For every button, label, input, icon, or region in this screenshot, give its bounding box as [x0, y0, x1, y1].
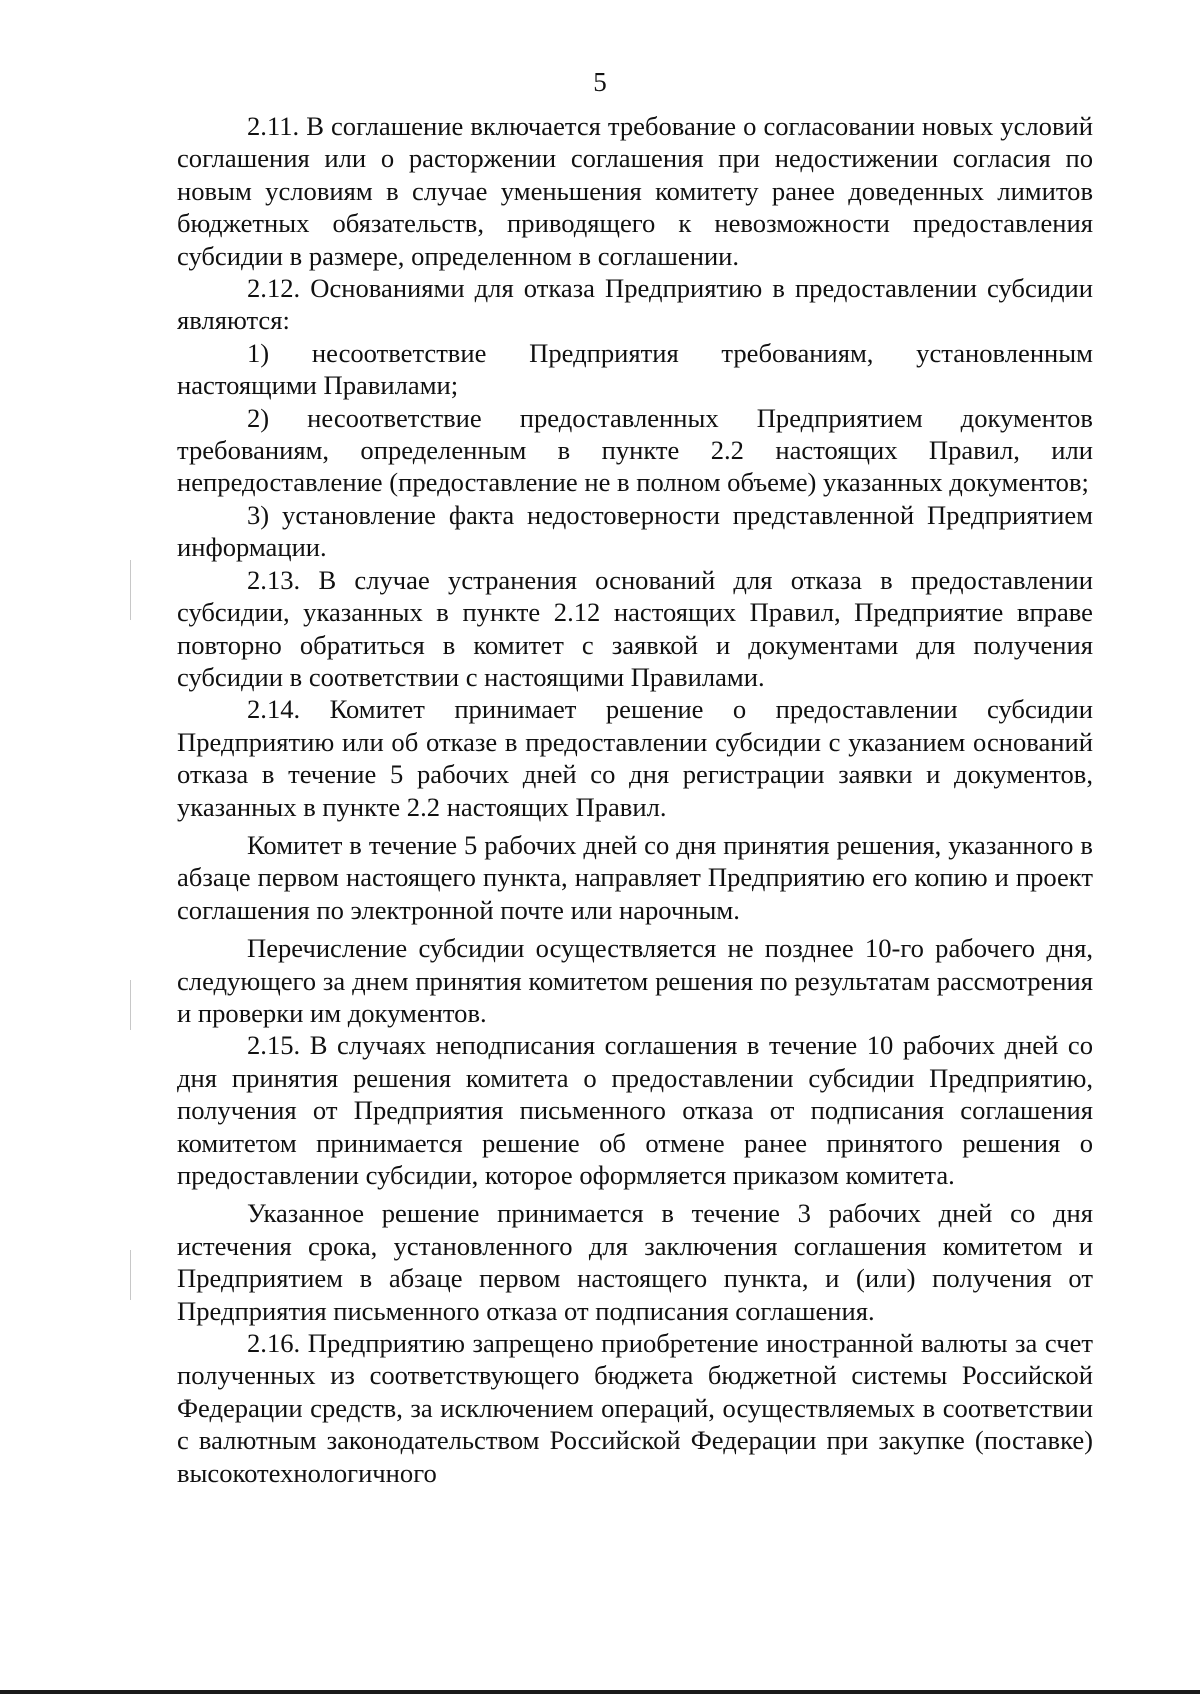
list-item-3: 3) установление факта недостоверности представленной Предприятием информации. — [177, 499, 1093, 563]
paragraph-2-13: 2.13. В случае устранения оснований для отказа в предоставлении субсидии, указанных в пункте 2.12 настоящих Правил, Предприятие вправе повторно обратиться в комитет с заявкой и документами для получения субсидии в соответствии с настоящими Правилами. — [177, 564, 1093, 692]
list-item-1: 1) несоответствие Предприятия требованиям, установленным настоящими Правилами; — [177, 337, 1093, 401]
document-body — [177, 110, 1093, 1489]
list-item-2: 2) несоответствие предоставленных Предприятием документов требованиям, определенным в пункте 2.2 настоящих Правил, или непредоставление (предоставление не в полном объеме) указанных документов; — [177, 402, 1093, 498]
paragraph-2-11: 2.11. В соглашение включается требование о согласовании новых условий соглашения или о расторжении соглашения при недостижении согласия по новым условиям в случае уменьшения комитету ранее доведенных лимитов бюджетных обязательств, приводящего к невозможности предоставления субсидии в размере, определенном в соглашении. — [177, 111, 1093, 271]
paragraph-2-12: 2.12. Основаниями для отказа Предприятию в предоставлении субсидии являются: — [177, 273, 1093, 336]
paragraph-2-15: 2.15. В случаях неподписания соглашения в течение 10 рабочих дней со дня принятия решения комитета о предоставлении субсидии Предприятию, получения от Предприятия письменного отказа от подписания соглашения комитетом принимается решение об отмене ранее принятого решения о предоставлении субсидии, которое оформляется приказом комитета. — [177, 1030, 1093, 1190]
paragraph-2-14-part-3: Перечисление субсидии осуществляется не позднее 10-го рабочего дня, следующего за днем принятия комитетом решения по результатам рассмотрения и проверки им документов. — [177, 933, 1093, 1028]
paragraph-2-16: 2.16. Предприятию запрещено приобретение иностранной валюты за счет полученных из соответствующего бюджета бюджетной системы Российской Федерации средств, за исключением операций, осуществляемых в соответствии с валютным законодательством Российской Федерации при закупке (поставке) высокотехнологичного — [177, 1328, 1093, 1488]
page-number: 5 — [593, 67, 607, 97]
paragraph-2-14-part-2: Комитет в течение 5 рабочих дней со дня принятия решения, указанного в абзаце первом настоящего пункта, направляет Предприятию его копию и проект соглашения по электронной почте или нарочным. — [177, 829, 1093, 925]
scan-artifact — [130, 1250, 131, 1300]
scan-artifact — [130, 560, 131, 620]
page-bottom-border — [0, 1690, 1200, 1694]
paragraph-2-14: 2.14. Комитет принимает решение о предоставлении субсидии Предприятию или об отказе в предоставлении субсидии с указанием оснований отказа в течение 5 рабочих дней со дня регистрации заявки и документов, указанных в пункте 2.2 настоящих Правил. — [177, 694, 1093, 822]
paragraph-2-15-part-2: Указанное решение принимается в течение 3 рабочих дней со дня истечения срока, установленного для заключения соглашения комитетом и Предприятием в абзаце первом настоящего пункта, и (или) получения от Предприятия письменного отказа от подписания соглашения. — [177, 1198, 1093, 1326]
scan-artifact — [130, 980, 131, 1030]
